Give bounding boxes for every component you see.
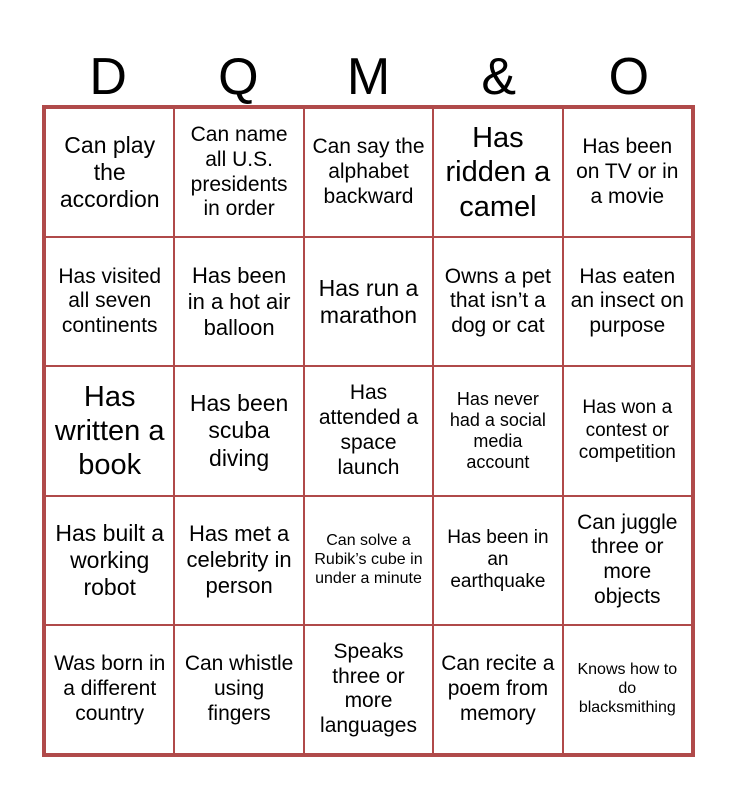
bingo-cell[interactable] [45, 237, 174, 366]
bingo-cell[interactable] [174, 237, 303, 366]
bingo-cell[interactable] [433, 237, 562, 366]
cell-text: Can whistle using fingers [184, 652, 294, 725]
cell-text: Can name all U.S. presidents in order [190, 123, 288, 221]
cell-text: Was born in a different country [54, 652, 166, 725]
cell-text: Speaks three or more languages [320, 639, 417, 738]
cell-text: Has been scuba diving [189, 390, 289, 471]
bingo-cell[interactable] [304, 237, 433, 366]
cell-text: Has won a contest or competition [578, 397, 676, 464]
header-letter-3: M [346, 48, 391, 106]
cell-text: Has written a book [54, 380, 165, 482]
bingo-cell[interactable] [563, 496, 692, 625]
header-letter-5: O [608, 48, 650, 106]
bingo-cell[interactable] [563, 237, 692, 366]
cell-text: Has built a working robot [55, 519, 165, 600]
cell-text: Has eaten an insect on purpose [570, 264, 684, 338]
cell-text: Has run a marathon [318, 274, 419, 328]
bingo-cell[interactable] [304, 625, 433, 754]
header-letter-4: & [481, 48, 517, 106]
cell-text: Can recite a poem from memory [441, 652, 555, 725]
cell-text: Has never had a social media account [449, 388, 546, 473]
bingo-header [43, 42, 694, 106]
header-letter-2: Q [218, 48, 259, 106]
bingo-cell[interactable] [174, 496, 303, 625]
bingo-board [42, 105, 695, 757]
cell-text: Has been on TV or in a movie [576, 135, 679, 208]
bingo-cell[interactable] [433, 625, 562, 754]
bingo-cell[interactable] [45, 625, 174, 754]
cell-text: Has ridden a camel [445, 122, 551, 223]
cell-text: Owns a pet that isn’t a dog or cat [444, 264, 551, 338]
bingo-cell[interactable] [304, 108, 433, 237]
cell-text: Has been in a hot air balloon [187, 262, 291, 340]
cell-text: Can juggle three or more objects [577, 510, 678, 608]
bingo-cell[interactable] [563, 108, 692, 237]
bingo-cell[interactable] [433, 496, 562, 625]
bingo-cell[interactable] [304, 366, 433, 495]
bingo-cell[interactable] [433, 108, 562, 237]
cell-text: Has attended a space launch [318, 381, 419, 479]
bingo-cell[interactable] [174, 366, 303, 495]
bingo-cell[interactable] [45, 496, 174, 625]
header-letter-1: D [89, 48, 127, 106]
cell-text: Has met a celebrity in person [186, 521, 292, 599]
bingo-cell[interactable] [433, 366, 562, 495]
bingo-cell[interactable] [45, 366, 174, 495]
bingo-cell[interactable] [304, 496, 433, 625]
cell-text: Knows how to do blacksmithing [577, 661, 678, 716]
bingo-cell[interactable] [563, 366, 692, 495]
cell-text: Has visited all seven continents [58, 264, 162, 338]
cell-text: Can say the alphabet backward [312, 135, 425, 208]
bingo-cell[interactable] [563, 625, 692, 754]
cell-text: Can solve a Rubik’s cube in under a minute [314, 531, 423, 587]
bingo-cell[interactable] [174, 625, 303, 754]
bingo-cell[interactable] [174, 108, 303, 237]
cell-text: Has been in an earthquake [447, 526, 549, 593]
cell-text: Can play the accordion [59, 131, 160, 213]
bingo-cell[interactable] [45, 108, 174, 237]
